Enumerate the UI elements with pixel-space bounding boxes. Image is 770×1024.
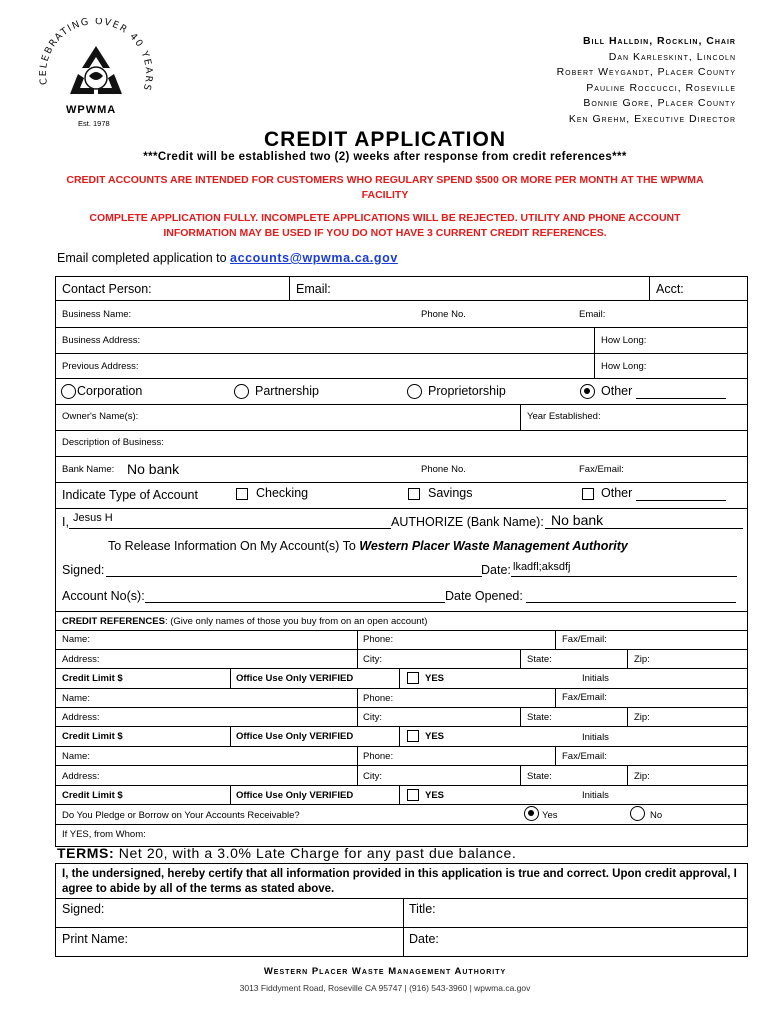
ref2-city-label: City: <box>363 712 382 723</box>
date-opened-line[interactable] <box>526 602 736 603</box>
ref1-state-label: State: <box>527 654 552 665</box>
ref2-zip-label: Zip: <box>634 712 650 723</box>
divider <box>555 688 556 707</box>
email-link[interactable]: accounts@wpwma.ca.gov <box>230 251 398 265</box>
board-member: Ken Grehm, Executive Director <box>568 112 736 125</box>
business-email-label: Email: <box>579 309 606 320</box>
credit-references-heading <box>62 616 427 627</box>
email-instruction <box>57 251 398 265</box>
terms-label: TERMS: <box>57 845 115 861</box>
divider <box>55 430 748 431</box>
subtitle: ***Credit will be established two (2) weeks after response from credit references*** <box>143 151 627 163</box>
ref1-fax-label: Fax/Email: <box>562 634 607 645</box>
date-value[interactable]: lkadfl;aksdfj <box>513 561 571 573</box>
authorize-bank-value[interactable]: No bank <box>551 512 604 528</box>
savings-label: Savings <box>428 486 473 500</box>
divider <box>55 804 748 805</box>
pledge-yes-radio[interactable] <box>524 806 539 821</box>
if-yes-label: If YES, from Whom: <box>62 829 146 840</box>
checking-checkbox[interactable] <box>236 488 248 500</box>
ref3-address-label: Address: <box>62 771 100 782</box>
divider <box>55 668 748 669</box>
divider <box>55 726 748 727</box>
ref1-phone-label: Phone: <box>363 634 394 645</box>
ref3-zip-label: Zip: <box>634 771 650 782</box>
authorize-label: AUTHORIZE (Bank Name): <box>391 515 544 529</box>
divider <box>230 668 231 688</box>
ref2-name-label: Name: <box>62 693 90 704</box>
account-type-label: Indicate Type of Account <box>62 488 198 502</box>
corporation-radio[interactable] <box>61 384 76 399</box>
certify-signed-label: Signed: <box>62 902 105 916</box>
certify-title-label: Title: <box>409 902 436 916</box>
ref3-phone-label: Phone: <box>363 751 394 762</box>
how-long-label: How Long: <box>601 361 647 372</box>
authorizer-name-line <box>69 528 391 529</box>
ref3-initials-label: Initials <box>582 790 609 801</box>
other-label: Other <box>601 384 633 398</box>
divider <box>55 378 748 379</box>
logo-name: WPWMA <box>66 104 117 116</box>
authorizer-name[interactable]: Jesus H <box>73 512 113 524</box>
ref1-yes-label: YES <box>425 673 445 684</box>
ref1-initials-label: Initials <box>582 673 609 684</box>
other-account-label: Other <box>601 486 633 500</box>
date-line <box>511 576 737 577</box>
i-label: I, <box>62 515 69 529</box>
partnership-label: Partnership <box>255 384 319 398</box>
ref2-address-label: Address: <box>62 712 100 723</box>
divider <box>55 482 748 483</box>
divider <box>555 630 556 649</box>
divider <box>520 765 521 785</box>
divider <box>55 611 748 612</box>
bank-name-value[interactable]: No bank <box>127 461 180 477</box>
divider <box>357 688 358 726</box>
ref1-credit-limit-label: Credit Limit $ <box>62 673 123 684</box>
divider <box>55 630 748 631</box>
divider <box>55 765 748 766</box>
date-label: Date: <box>481 563 511 577</box>
release-text <box>108 539 628 553</box>
divider <box>399 726 400 746</box>
divider <box>357 746 358 785</box>
certify-text: I, the undersigned, hereby certify that all information provided in this application is true and correct. Upon credit approval, I agree to abide by all of the terms as stated above. <box>62 868 737 895</box>
other-type-field[interactable] <box>636 398 726 399</box>
divider <box>230 726 231 746</box>
email-label: Email: <box>296 282 331 296</box>
board-member: Robert Weygandt, Placer County <box>556 66 736 78</box>
credit-references-title: CREDIT REFERENCES <box>62 616 165 627</box>
ref2-state-label: State: <box>527 712 552 723</box>
divider <box>55 404 748 405</box>
account-nos-label: Account No(s): <box>62 589 145 603</box>
divider <box>55 824 748 825</box>
date-opened-label: Date Opened: <box>445 589 523 603</box>
divider <box>55 707 748 708</box>
terms-line <box>57 845 516 861</box>
other-account-field[interactable] <box>636 500 726 501</box>
checking-label: Checking <box>256 486 309 500</box>
year-established-label: Year Established: <box>527 411 601 422</box>
previous-address-label: Previous Address: <box>62 361 139 372</box>
signed-label: Signed: <box>62 563 105 577</box>
footer-org: Western Placer Waste Management Authority <box>263 966 507 977</box>
ref2-verified-checkbox[interactable] <box>407 730 419 742</box>
divider <box>55 898 748 899</box>
partnership-radio[interactable] <box>234 384 249 399</box>
pledge-label: Do You Pledge or Borrow on Your Accounts Receivable? <box>62 810 300 821</box>
ref1-address-label: Address: <box>62 654 100 665</box>
divider <box>520 707 521 726</box>
other-radio[interactable] <box>580 384 595 399</box>
bank-fax-label: Fax/Email: <box>579 464 624 475</box>
corporation-label: Corporation <box>77 384 143 398</box>
divider <box>55 327 748 328</box>
ref2-yes-label: YES <box>425 731 445 742</box>
board-member: Bill Halldin, Rocklin, Chair <box>582 35 736 47</box>
divider <box>55 649 748 650</box>
pledge-yes-label: Yes <box>542 810 558 821</box>
divider <box>594 327 595 378</box>
pledge-no-label: No <box>650 810 663 821</box>
credit-references-note: : (Give only names of those you buy from on an open account) <box>164 616 428 627</box>
divider <box>230 785 231 804</box>
divider <box>649 276 650 300</box>
notice-complete: COMPLETE APPLICATION FULLY. INCOMPLETE APPLICATIONS WILL BE REJECTED. UTILITY AND PHONE ACCOUNT INFORMATION MAY BE USED IF YOU DO NOT HAVE 3 CURRENT CREDIT REFERENCES. <box>89 212 681 239</box>
divider <box>627 707 628 726</box>
board-member: Bonnie Gore, Placer County <box>583 97 736 109</box>
other-account-checkbox[interactable] <box>582 488 594 500</box>
email-prefix: Email completed application to <box>57 251 231 265</box>
notice-accounts: CREDIT ACCOUNTS ARE INTENDED FOR CUSTOMERS WHO REGULARY SPEND $500 OR MORE PER MONTH AT THE WPWMA FACILITY <box>66 174 704 201</box>
acct-label: Acct: <box>656 282 684 296</box>
savings-checkbox[interactable] <box>408 488 420 500</box>
ref2-credit-limit-label: Credit Limit $ <box>62 731 123 742</box>
divider <box>55 456 748 457</box>
ref2-initials-label: Initials <box>582 732 609 743</box>
ref1-zip-label: Zip: <box>634 654 650 665</box>
divider <box>520 649 521 668</box>
ref3-verified-checkbox[interactable] <box>407 789 419 801</box>
divider <box>555 746 556 765</box>
divider <box>627 765 628 785</box>
pledge-no-radio[interactable] <box>630 806 645 821</box>
business-address-label: Business Address: <box>62 335 141 346</box>
terms-text: Net 20, with a 3.0% Late Charge for any past due balance. <box>114 845 517 861</box>
divider <box>520 404 521 430</box>
ref2-phone-label: Phone: <box>363 693 394 704</box>
signed-line[interactable] <box>106 576 482 577</box>
footer-address: 3013 Fiddyment Road, Roseville CA 95747 | (916) 543-3960 | wpwma.ca.gov <box>239 983 531 993</box>
ref1-verified-checkbox[interactable] <box>407 672 419 684</box>
phone-no-label: Phone No. <box>421 309 466 320</box>
svg-text:CELEBRATING OVER 40 YEARS OF S: CELEBRATING OVER 40 YEARS <box>37 18 155 93</box>
board-member: Pauline Roccucci, Roseville <box>586 81 736 94</box>
divider <box>399 785 400 804</box>
divider <box>55 785 748 786</box>
bank-phone-label: Phone No. <box>421 464 466 475</box>
business-name-label: Business Name: <box>62 309 132 320</box>
certify-date-label: Date: <box>409 932 439 946</box>
logo-est: Est. 1978 <box>78 119 110 128</box>
ref1-name-label: Name: <box>62 634 90 645</box>
ref3-name-label: Name: <box>62 751 90 762</box>
divider <box>357 630 358 668</box>
page-title: CREDIT APPLICATION <box>264 128 506 151</box>
board-list <box>557 34 736 127</box>
release-prefix: To Release Information On My Account(s) To <box>108 539 360 553</box>
contact-person-label: Contact Person: <box>62 282 152 296</box>
how-long-label: How Long: <box>601 335 647 346</box>
divider <box>55 300 748 301</box>
account-nos-line[interactable] <box>145 602 445 603</box>
divider <box>55 688 748 689</box>
ref2-office-label: Office Use Only VERIFIED <box>236 731 354 742</box>
divider <box>399 668 400 688</box>
bank-name-label: Bank Name: <box>62 464 115 475</box>
divider <box>403 898 404 957</box>
proprietorship-radio[interactable] <box>407 384 422 399</box>
logo <box>36 18 156 136</box>
owners-names-label: Owner's Name(s): <box>62 411 139 422</box>
ref3-city-label: City: <box>363 771 382 782</box>
divider <box>55 746 748 747</box>
ref3-office-label: Office Use Only VERIFIED <box>236 790 354 801</box>
ref3-credit-limit-label: Credit Limit $ <box>62 790 123 801</box>
ref3-state-label: State: <box>527 771 552 782</box>
divider <box>55 353 748 354</box>
divider <box>55 927 748 928</box>
ref2-fax-label: Fax/Email: <box>562 692 607 703</box>
ref1-city-label: City: <box>363 654 382 665</box>
description-label: Description of Business: <box>62 437 164 448</box>
divider <box>55 508 748 509</box>
ref3-yes-label: YES <box>425 790 445 801</box>
board-member: Dan Karleskint, Lincoln <box>608 50 736 63</box>
print-name-label: Print Name: <box>62 932 128 946</box>
ref1-office-label: Office Use Only VERIFIED <box>236 673 354 684</box>
divider <box>627 649 628 668</box>
authorize-bank-line <box>545 528 743 529</box>
proprietorship-label: Proprietorship <box>428 384 506 398</box>
divider <box>289 276 290 300</box>
ref3-fax-label: Fax/Email: <box>562 751 607 762</box>
release-org: Western Placer Waste Management Authority <box>359 539 628 553</box>
